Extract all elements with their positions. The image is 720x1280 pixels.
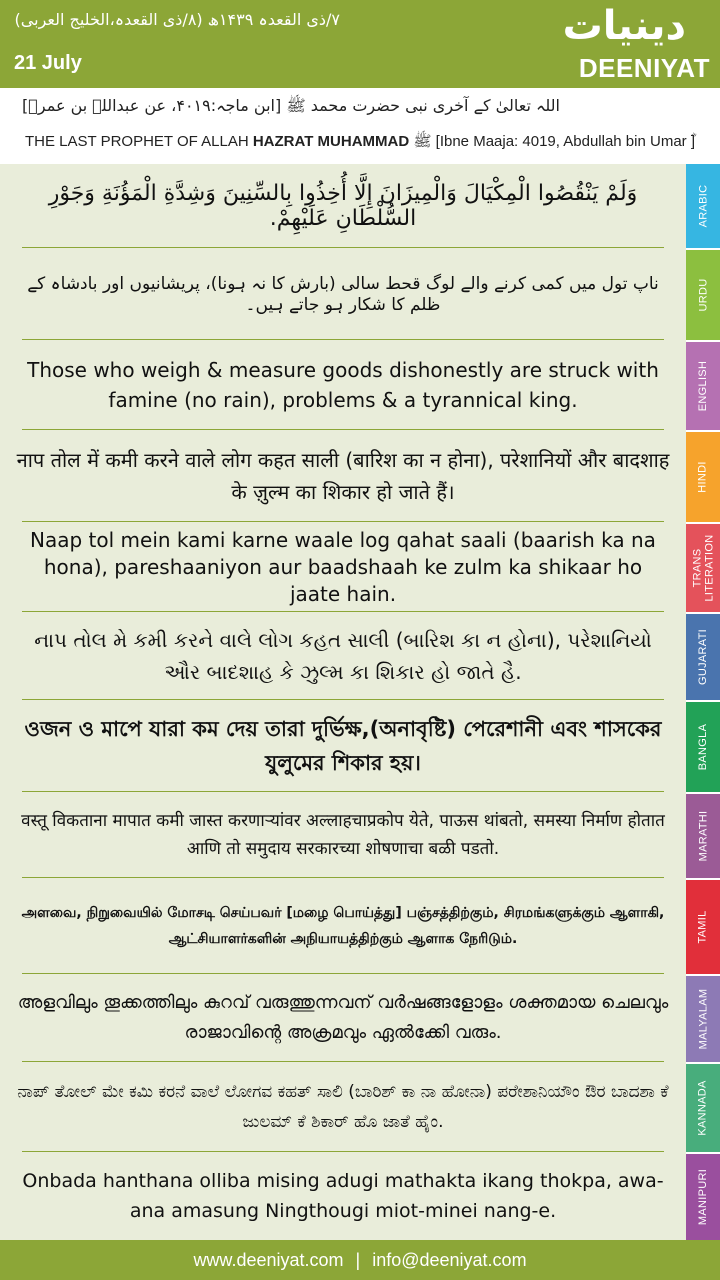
row-bangla: [0, 700, 686, 792]
tab-label-bangla: BANGLA: [697, 723, 709, 771]
subtitle-english-name: HAZRAT MUHAMMAD: [252, 133, 410, 150]
logo-english: DEENIYAT: [578, 53, 710, 83]
tab-label-manipuri: MANIPURI: [697, 1168, 709, 1226]
footer-separator: |: [355, 1249, 361, 1270]
tab-bangla[interactable]: [686, 702, 720, 792]
tab-transliteration[interactable]: [686, 524, 720, 612]
row-tamil: [0, 878, 686, 974]
tab-gujarati[interactable]: [686, 614, 720, 700]
row-kannada: [0, 1062, 686, 1152]
subtitle-english-prefix: THE LAST PROPHET OF ALLAH: [24, 133, 253, 150]
translations-panel: [0, 164, 686, 1240]
row-hindi: [0, 430, 686, 522]
hijri-date: ۷/ذی القعدہ ۱۴۳۹ھ (۸/ذی القعدہ،الخلیج العربی): [14, 10, 340, 29]
gregorian-date: 21 July: [14, 52, 82, 74]
tab-manipuri[interactable]: [686, 1154, 720, 1240]
tab-label-transliteration: TRANS LITERATION: [691, 534, 716, 602]
tab-label-english: ENGLISH: [697, 360, 709, 412]
row-text-bangla: ওজন ও মাপে যারা কম দেয় তারা দুর্ভিক্ষ,(অনাবৃষ্টি) পেরেশানী এবং শাসকের যুলুমের শিকার হয়।: [24, 717, 662, 775]
tab-urdu[interactable]: [686, 250, 720, 340]
footer-bar: [0, 1240, 720, 1280]
tab-label-arabic: ARABIC: [697, 184, 710, 228]
row-urdu: [0, 248, 686, 340]
tab-marathi[interactable]: [686, 794, 720, 878]
subtitle-english-suffix: ﷺ [Ibne Maaja: 4019, Abdullah bin Umar ؓ]: [409, 133, 695, 150]
tab-arabic[interactable]: [686, 164, 720, 248]
tab-label-tamil: TAMIL: [696, 910, 709, 944]
tab-label-hindi: HINDI: [696, 461, 709, 493]
tab-malyalam[interactable]: [686, 976, 720, 1062]
row-text-manipuri: Onbada hanthana olliba mising adugi mathakta ikang thokpa, awa-ana amasung Ningthougi miot-minei nang-e.: [22, 1170, 664, 1222]
tab-kannada[interactable]: [686, 1064, 720, 1152]
subtitle-english: [0, 132, 720, 154]
tab-english[interactable]: [686, 342, 720, 430]
tab-label-urdu: URDU: [696, 278, 709, 312]
tab-hindi[interactable]: [686, 432, 720, 522]
row-text-tamil: அளவை, நிறுவையில் மோசடி செய்பவர் [மழை பொய்த்து] பஞ்சத்திற்கும், சிரமங்களுக்கும் ஆளாகி, ஆட்சியாளர்களின் அநியாயத்திற்கும் ஆளாக நேரிடும்.: [21, 905, 665, 947]
tab-label-marathi: MARATHI: [697, 810, 710, 862]
row-gujarati: [0, 612, 686, 700]
row-malyalam: [0, 974, 686, 1062]
language-sidebar: [686, 164, 720, 1240]
footer-website-link[interactable]: www.deeniyat.com: [193, 1249, 344, 1270]
tab-tamil[interactable]: [686, 880, 720, 974]
row-text-malyalam: അളവിലും തൂക്കത്തിലും കുറവ് വരുത്തുന്നവന് വർഷങ്ങളോളം ശക്തമായ ചെലവും രാജാവിന്റെ അക്രമവും ഏൽക്കേി വരും.: [17, 992, 669, 1043]
row-text-hindi: नाप तोल में कमी करने वाले लोग कहत साली (बारिश का न होना), परेशानियों और बादशाह के ज़ुल्म का शिकार हो जाते हैं।: [16, 448, 670, 504]
footer-email-link[interactable]: info@deeniyat.com: [372, 1249, 527, 1270]
subtitle-urdu: اللہ تعالیٰ کے آخری نبی حضرت محمد ﷺ [ابن ماجہ:۴۰۱۹، عن عبداللہ بن عمرؓ]: [22, 96, 560, 115]
tab-label-malyalam: MALYALAM: [697, 988, 709, 1050]
tab-label-kannada: KANNADA: [697, 1080, 709, 1136]
row-marathi: [0, 792, 686, 878]
row-transliteration: [0, 522, 686, 612]
row-text-english: Those who weigh & measure goods dishonestly are struck with famine (no rain), problems & a tyrannical king.: [27, 358, 659, 412]
row-text-urdu: ناپ تول میں کمی کرنے والے لوگ قحط سالی (بارش کا نہ ہونا)، پریشانیوں اور بادشاہ کے ظلم کا شکار ہو جاتے ہیں۔: [27, 274, 659, 315]
row-text-transliteration: Naap tol mein kami karne waale log qahat saali (baarish ka na hona), pareshaaniyon aur baadshaah ke zulm ka shikaar ho jaate hain.: [30, 527, 656, 606]
logo-arabic: دينيات: [562, 3, 686, 49]
row-text-arabic: وَلَمْ يَنْقُصُوا الْمِكْيَالَ وَالْمِيزَانَ إِلَّا أُخِذُوا بِالسِّنِينَ وَشِدَّةِ الْمَؤُنَةِ وَجَوْرِ السُّلْطَانِ عَلَيْهِمْ.: [48, 181, 638, 231]
row-manipuri: [0, 1152, 686, 1240]
tab-label-gujarati: GUJARATI: [697, 629, 710, 685]
row-text-gujarati: નાપ તોલ મે કમી કરને વાલે લોગ કહત સાલી (બારિશ કા ન હોના), પરેશાનિયો ઔર બાદશાહ કે ઝુલ્મ કા શિકાર હો જાતે હૈ.: [34, 628, 652, 684]
row-english: [0, 340, 686, 430]
row-text-kannada: ನಾಪ್ ತೋಲ್ ಮೇ ಕಮಿ ಕರನೆ ವಾಲೆ ಲೋಗವ ಕಹತ್ ಸಾಲಿ (ಬಾರಿಶ್ ಕಾ ನಾ ಹೋನಾ) ಪರೇಶಾನಿಯೌಂ ಔರ ಬಾದಶಾ ಕೆ ಜುಲಮ್ ಕೆ ಶಿಕಾರ್ ಹೊ ಜಾತೆ ಹೈಂ.: [17, 1082, 669, 1132]
row-arabic: [0, 164, 686, 248]
row-text-marathi: वस्तू विकताना मापात कमी जास्त करणाऱ्यांवर अल्लाहचाप्रकोप येते, पाऊस थांबतो, समस्या निर्माण होतात आणि तो समुदाय सरकारच्या शोषणाचा बळी पडतो.: [21, 811, 665, 859]
